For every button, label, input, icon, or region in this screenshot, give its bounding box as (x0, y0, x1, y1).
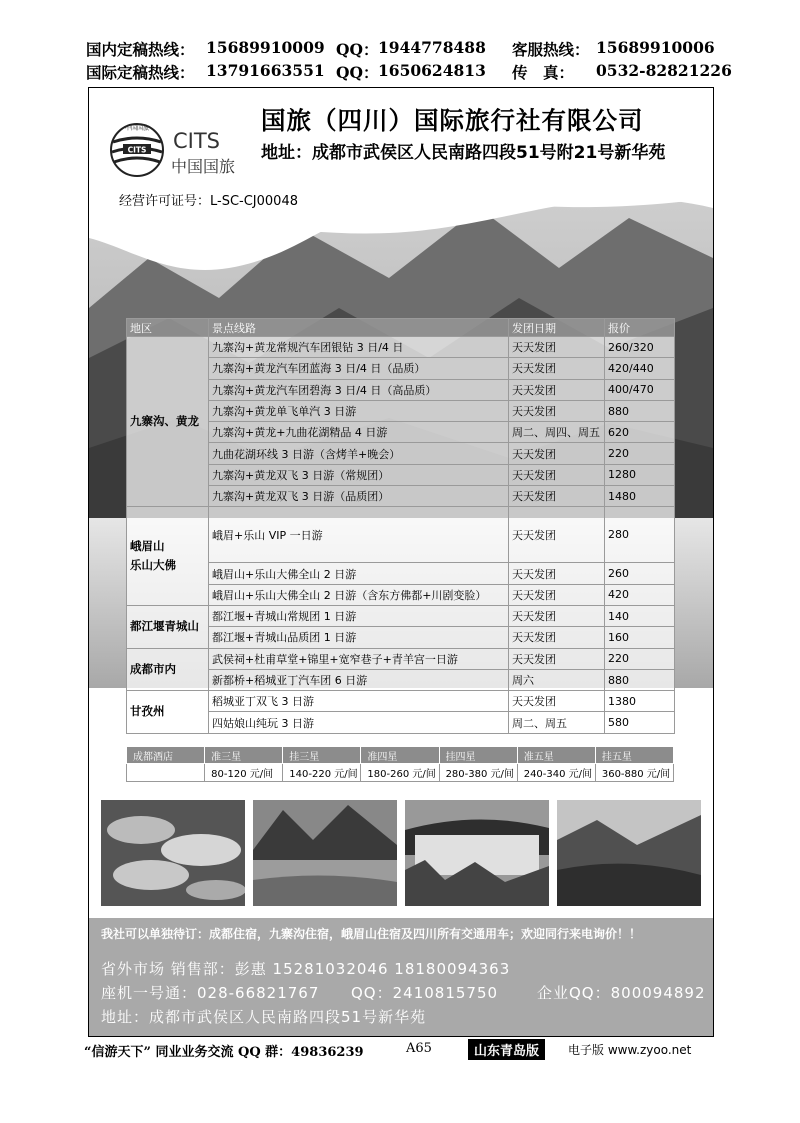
departure-cell: 天天发团 (509, 400, 605, 421)
price-cell: 880 (605, 669, 675, 690)
region-cell: 都江堰青城山 (127, 605, 209, 648)
hotel-price-table (126, 746, 674, 782)
hotel-price-row (127, 764, 674, 782)
departure-cell: 天天发团 (509, 691, 605, 712)
price-cell: 260/320 (605, 337, 675, 358)
hotel-price-2: 140-220 元/间 (283, 764, 361, 782)
hotel-header-5: 准五星 (517, 747, 595, 764)
valley-photo (557, 800, 701, 906)
hotel-price-3: 180-260 元/间 (361, 764, 439, 782)
hotel-price-5: 240-340 元/间 (517, 764, 595, 782)
route-row (127, 422, 675, 443)
promo-text: 我社可以单独待订：成都住宿，九寨沟住宿，峨眉山住宿及四川所有交通用车；欢迎同行来电询价！！ (101, 927, 642, 941)
price-cell: 160 (605, 627, 675, 648)
header-region: 地区 (127, 319, 209, 337)
departure-cell: 周二、周四、周五 (509, 422, 605, 443)
departure-cell: 天天发团 (509, 358, 605, 379)
qq-contact: QQ：2410815750 (351, 984, 499, 1002)
region-cell: 甘孜州 (127, 691, 209, 734)
hotel-header-2: 挂三星 (283, 747, 361, 764)
header-departure: 发团日期 (509, 319, 605, 337)
departure-cell: 周二、周五 (509, 712, 605, 733)
waterfall-photo (405, 800, 549, 906)
route-row (127, 400, 675, 421)
departure-cell: 天天发团 (509, 379, 605, 400)
departure-cell: 天天发团 (509, 507, 605, 563)
price-cell: 280 (605, 507, 675, 563)
route-row (127, 379, 675, 400)
route-row (127, 605, 675, 626)
route-price-table (126, 318, 675, 734)
terraced-pools-photo (101, 800, 245, 906)
departure-cell: 天天发团 (509, 464, 605, 485)
contact-banner (89, 918, 713, 1036)
logo-wordmark: CITS (173, 129, 221, 153)
exchange-qq-group: “信游天下” 同业业务交流 QQ 群：49836239 (84, 1045, 364, 1060)
banner-address: 地址：成都市武侯区人民南路四段51号新华苑 (101, 1008, 427, 1026)
route-row (127, 584, 675, 605)
hotel-header-row (127, 747, 674, 764)
price-cell: 220 (605, 648, 675, 669)
route-cell: 峨眉山+乐山大佛全山 2 日游（含东方佛都+川剧变脸） (209, 584, 509, 605)
route-cell: 峨眉+乐山 VIP 一日游 (209, 507, 509, 563)
route-row (127, 563, 675, 584)
route-cell: 四姑娘山纯玩 3 日游 (209, 712, 509, 733)
price-cell: 220 (605, 443, 675, 464)
departure-cell: 天天发团 (509, 486, 605, 507)
price-cell: 620 (605, 422, 675, 443)
region-cell: 峨眉山 乐山大佛 (127, 507, 209, 606)
route-cell: 稻城亚丁双飞 3 日游 (209, 691, 509, 712)
fax-label: 传 真： (512, 63, 575, 82)
domestic-hotline-number: 15689910009 (206, 38, 325, 57)
price-cell: 580 (605, 712, 675, 733)
domestic-qq-number: 1944778488 (378, 38, 486, 57)
route-row (127, 443, 675, 464)
price-cell: 1280 (605, 464, 675, 485)
hotel-header-6: 挂五星 (595, 747, 673, 764)
price-cell: 420 (605, 584, 675, 605)
hotel-price-0 (127, 764, 205, 782)
service-hotline-number: 15689910006 (596, 38, 715, 57)
route-cell: 九寨沟+黄龙常规汽车团银钻 3 日/4 日 (209, 337, 509, 358)
route-cell: 九寨沟+黄龙双飞 3 日游（常规团） (209, 464, 509, 485)
route-row (127, 486, 675, 507)
page-footer (84, 1039, 724, 1061)
departure-cell: 天天发团 (509, 605, 605, 626)
advertisement-frame (88, 87, 714, 1037)
intl-hotline-number: 13791663551 (206, 61, 325, 80)
intl-qq-label: QQ： (336, 63, 379, 82)
sales-contact: 省外市场 销售部：彭惠 15281032046 18180094363 (101, 960, 511, 978)
license-number: 经营许可证号：L-SC-CJ00048 (119, 194, 298, 209)
price-cell: 260 (605, 563, 675, 584)
departure-cell: 天天发团 (509, 563, 605, 584)
price-cell: 1380 (605, 691, 675, 712)
hotel-header-4: 挂四星 (439, 747, 517, 764)
hotel-price-4: 280-380 元/间 (439, 764, 517, 782)
route-row (127, 358, 675, 379)
route-cell: 武侯祠+杜甫草堂+锦里+宽窄巷子+青羊宫一日游 (209, 648, 509, 669)
route-cell: 新都桥+稻城亚丁汽车团 6 日游 (209, 669, 509, 690)
departure-cell: 天天发团 (509, 627, 605, 648)
departure-cell: 天天发团 (509, 648, 605, 669)
logo-badge-text: CITS (127, 145, 147, 155)
route-row (127, 691, 675, 712)
hotel-header-0: 成都酒店 (127, 747, 205, 764)
route-row (127, 464, 675, 485)
route-row (127, 627, 675, 648)
hotel-header-3: 准四星 (361, 747, 439, 764)
service-hotline-label: 客服热线： (512, 40, 590, 59)
route-row (127, 648, 675, 669)
scenery-photo-strip (101, 800, 701, 908)
departure-cell: 天天发团 (509, 443, 605, 464)
route-cell: 九寨沟+黄龙双飞 3 日游（品质团） (209, 486, 509, 507)
price-cell: 420/440 (605, 358, 675, 379)
mountain-lake-photo (253, 800, 397, 906)
route-cell: 都江堰+青城山常规团 1 日游 (209, 605, 509, 626)
departure-cell: 周六 (509, 669, 605, 690)
route-cell: 九寨沟+黄龙+九曲花湖精品 4 日游 (209, 422, 509, 443)
domestic-hotline-label: 国内定稿热线： (86, 40, 195, 59)
route-row (127, 669, 675, 690)
route-cell: 峨眉山+乐山大佛全山 2 日游 (209, 563, 509, 584)
edition-badge: 山东青岛版 (468, 1039, 545, 1060)
company-title: 国旅（四川）国际旅行社有限公司 (261, 106, 644, 135)
website-link[interactable]: 电子版 www.zyoo.net (568, 1043, 692, 1057)
corporate-qq-contact: 企业QQ：800094892 (537, 984, 706, 1002)
header-route: 景点线路 (209, 319, 509, 337)
route-cell: 九曲花湖环线 3 日游（含烤羊+晚会） (209, 443, 509, 464)
logo-ring-text: 中国国旅 (124, 125, 150, 132)
header-price: 报价 (605, 319, 675, 337)
page-number: A65 (406, 1041, 432, 1056)
price-cell: 140 (605, 605, 675, 626)
departure-cell: 天天发团 (509, 337, 605, 358)
route-row (127, 712, 675, 733)
route-row (127, 507, 675, 563)
cits-logo (109, 106, 245, 186)
region-cell: 成都市内 (127, 648, 209, 691)
route-table-body (127, 337, 675, 734)
price-cell: 1480 (605, 486, 675, 507)
landline-contact: 座机一号通：028-66821767 (101, 984, 320, 1002)
route-cell: 九寨沟+黄龙汽车团碧海 3 日/4 日（高品质） (209, 379, 509, 400)
region-cell: 九寨沟、黄龙 (127, 337, 209, 507)
price-cell: 400/470 (605, 379, 675, 400)
departure-cell: 天天发团 (509, 584, 605, 605)
route-cell: 都江堰+青城山品质团 1 日游 (209, 627, 509, 648)
route-table-header (127, 319, 675, 337)
route-cell: 九寨沟+黄龙汽车团蓝海 3 日/4 日（品质） (209, 358, 509, 379)
hotel-price-1: 80-120 元/间 (205, 764, 283, 782)
fax-number: 0532-82821226 (596, 61, 732, 80)
intl-qq-number: 1650624813 (378, 61, 486, 80)
intl-hotline-label: 国际定稿热线： (86, 63, 195, 82)
route-row (127, 337, 675, 358)
price-cell: 880 (605, 400, 675, 421)
company-address: 地址：成都市武侯区人民南路四段51号附21号新华苑 (261, 143, 666, 163)
logo-subtitle: 中国国旅 (171, 157, 236, 176)
route-cell: 九寨沟+黄龙单飞单汽 3 日游 (209, 400, 509, 421)
hotel-price-6: 360-880 元/间 (595, 764, 673, 782)
domestic-qq-label: QQ： (336, 40, 379, 59)
hotel-header-1: 准三星 (205, 747, 283, 764)
